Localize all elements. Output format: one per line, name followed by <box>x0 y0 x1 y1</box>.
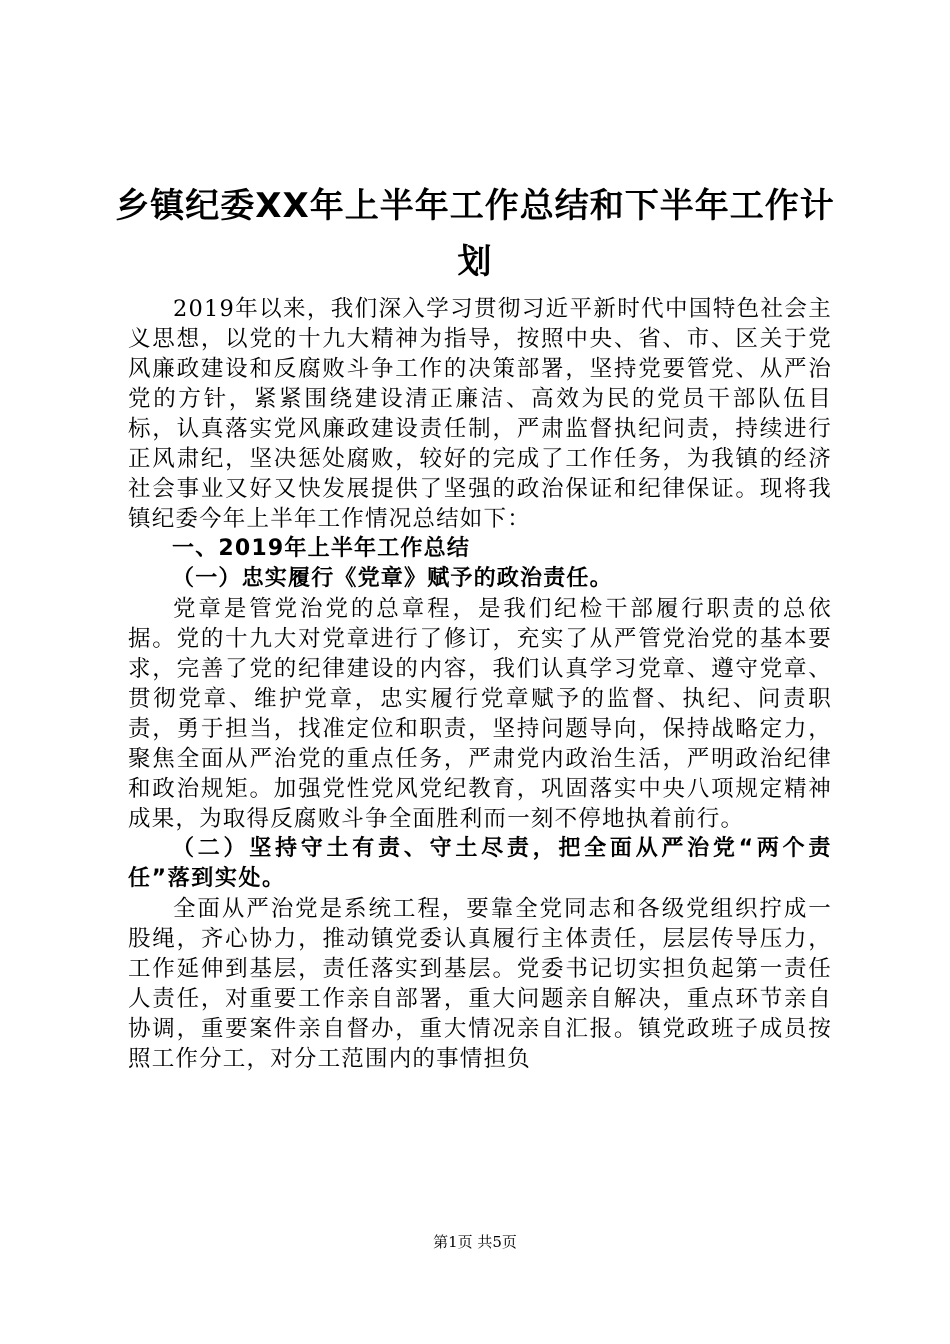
intro-paragraph: 2019年以来，我们深入学习贯彻习近平新时代中国特色社会主义思想，以党的十九大精神为指导，按照中央、省、市、区关于党风廉政建设和反腐败斗争工作的决策部署，坚持党要管党、从严治党的方针，紧紧围绕建设清正廉洁、高效为民的党员干部队伍目标，认真落实党风廉政建设责任制，严肃监督执纪问责，持续进行正风肃纪，坚决惩处腐败，较好的完成了工作任务，为我镇的经济社会事业又好又快发展提供了坚强的政治保证和纪律保证。现将我镇纪委今年上半年工作情况总结如下： <box>128 296 832 532</box>
subsection-heading-2: （二）坚持守土有责、守土尽责，把全面从严治党“两个责任”落到实处。 <box>128 836 832 891</box>
document-title: 乡镇纪委XX年上半年工作总结和下半年工作计划 <box>115 186 835 282</box>
subsection-2-paragraph: 全面从严治党是系统工程，要靠全党同志和各级党组织拧成一股绳，齐心协力，推动镇党委认真履行主体责任，层层传导压力，工作延伸到基层，责任落实到基层。党委书记切实担负起第一责任人责任，对重要工作亲自部署，重大问题亲自解决，重点环节亲自协调，重要案件亲自督办，重大情况亲自汇报。镇党政班子成员按照工作分工，对分工范围内的事情担负 <box>128 896 832 1072</box>
document-body <box>128 294 832 1074</box>
page-footer: 第1页 共5页 <box>433 1233 517 1251</box>
subsection-heading-1: （一）忠实履行《党章》赋予的政治责任。 <box>172 566 613 591</box>
section-heading: 一、2019年上半年工作总结 <box>172 536 471 561</box>
subsection-1-paragraph: 党章是管党治党的总章程，是我们纪检干部履行职责的总依据。党的十九大对党章进行了修订，充实了从严管党治党的基本要求，完善了党的纪律建设的内容，我们认真学习党章、遵守党章、贯彻党章、维护党章，忠实履行党章赋予的监督、执纪、问责职责，勇于担当，找准定位和职责，坚持问题导向，保持战略定力，聚焦全面从严治党的重点任务，严肃党内政治生活，严明政治纪律和政治规矩。加强党性党风党纪教育，巩固落实中央八项规定精神成果，为取得反腐败斗争全面胜利而一刻不停地执着前行。 <box>128 596 832 832</box>
